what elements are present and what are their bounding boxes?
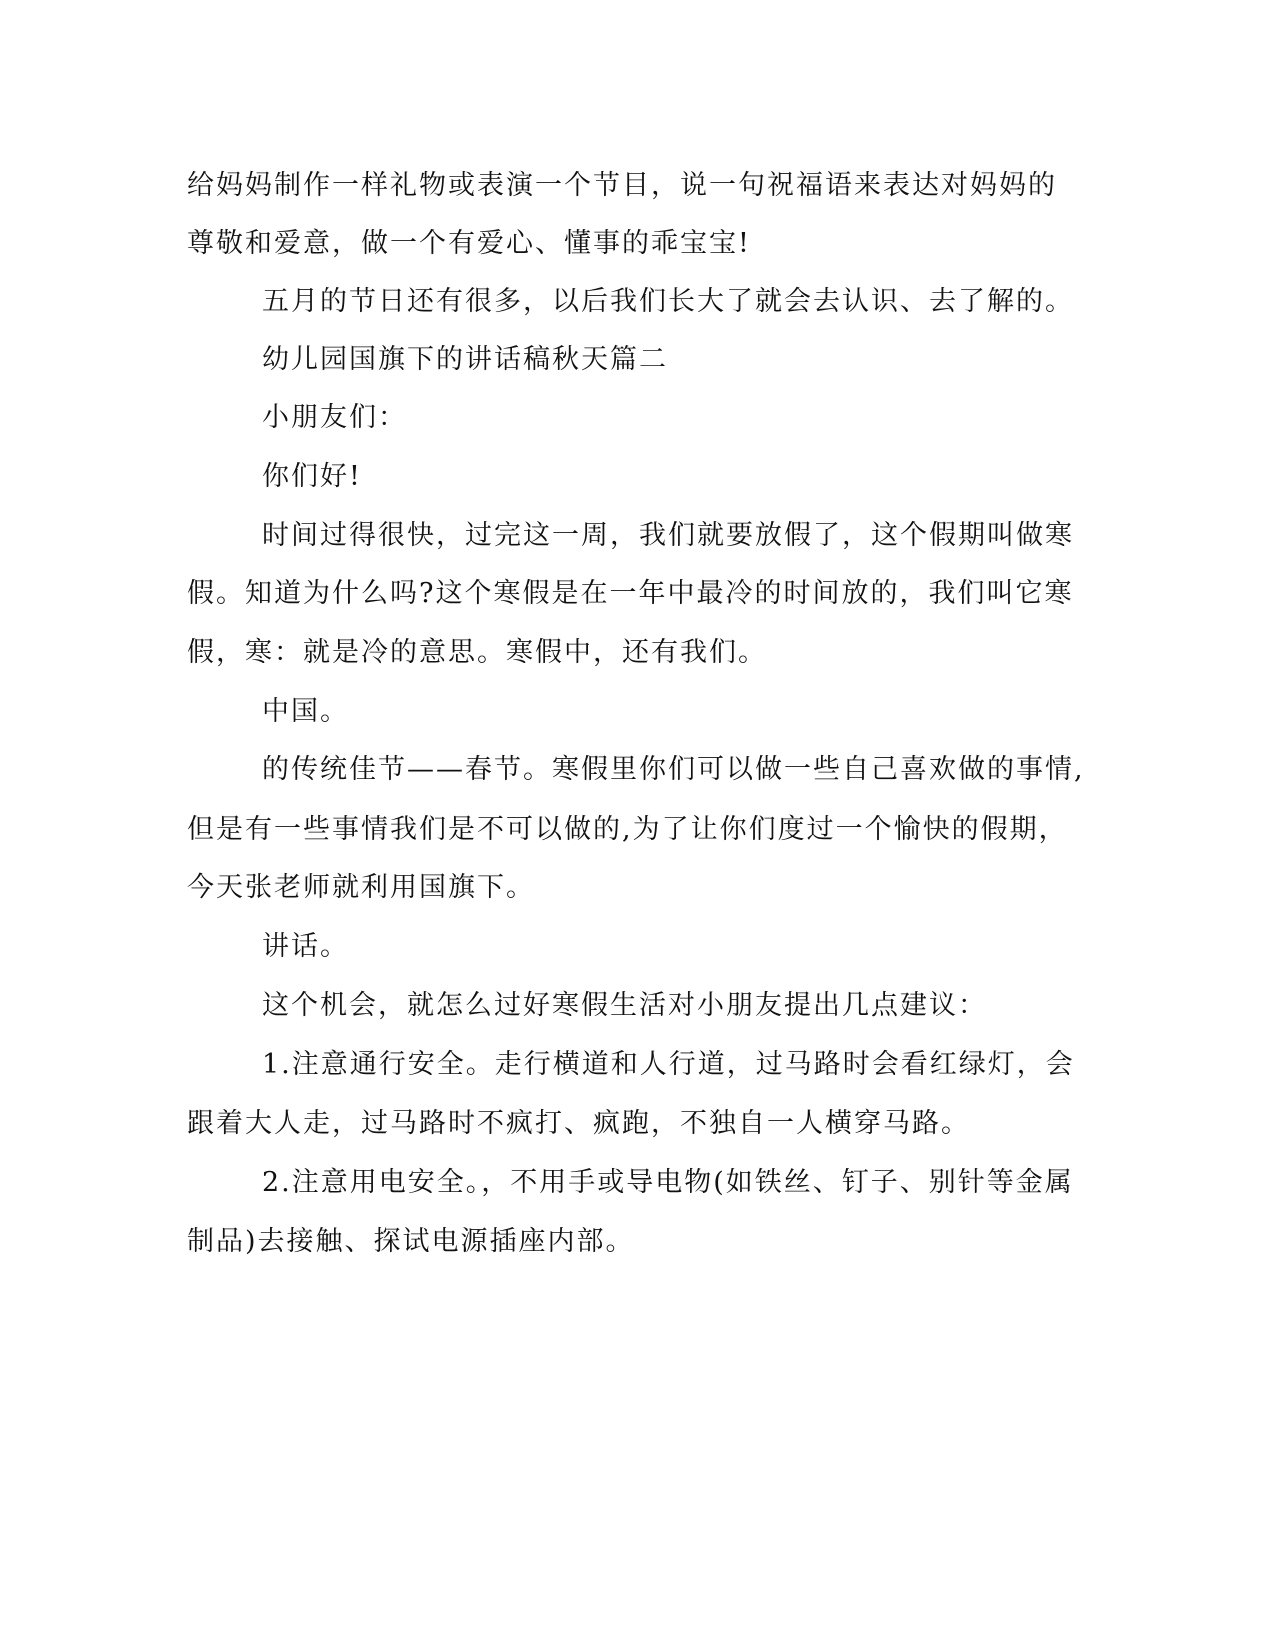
text-line: 但是有一些事情我们是不可以做的,为了让你们度过一个愉快的假期， xyxy=(187,814,1068,845)
text-line: 假，寒：就是冷的意思。寒假中，还有我们。 xyxy=(187,637,767,668)
text-line: 尊敬和爱意，做一个有爱心、懂事的乖宝宝! xyxy=(187,228,751,259)
greeting: 你们好! xyxy=(262,461,362,492)
list-item: 2.注意用电安全。，不用手或导电物(如铁丝、钉子、别针等金属 xyxy=(262,1167,1074,1198)
text-line: 这个机会，就怎么过好寒假生活对小朋友提出几点建议： xyxy=(262,990,987,1021)
text-line: 五月的节日还有很多，以后我们长大了就会去认识、去了解的。 xyxy=(262,286,1074,317)
text-line: 跟着大人走，过马路时不疯打、疯跑，不独自一人横穿马路。 xyxy=(187,1108,970,1139)
text-line: 给妈妈制作一样礼物或表演一个节目，说一句祝福语来表达对妈妈的 xyxy=(187,170,1057,201)
salutation: 小朋友们： xyxy=(262,402,407,433)
text-line: 中国。 xyxy=(262,696,349,727)
text-line: 的传统佳节——春节。寒假里你们可以做一些自己喜欢做的事情, xyxy=(262,754,1085,785)
text-line: 时间过得很快，过完这一周，我们就要放假了，这个假期叫做寒 xyxy=(262,520,1074,551)
text-line: 今天张老师就利用国旗下。 xyxy=(187,872,535,903)
text-line: 制品)去接触、探试电源插座内部。 xyxy=(187,1226,635,1257)
text-line: 假。知道为什么吗?这个寒假是在一年中最冷的时间放的，我们叫它寒 xyxy=(187,578,1074,609)
text-line: 讲话。 xyxy=(262,931,349,962)
list-item: 1.注意通行安全。走行横道和人行道，过马路时会看红绿灯，会 xyxy=(262,1049,1075,1080)
section-heading: 幼儿园国旗下的讲话稿秋天篇二 xyxy=(262,344,668,375)
